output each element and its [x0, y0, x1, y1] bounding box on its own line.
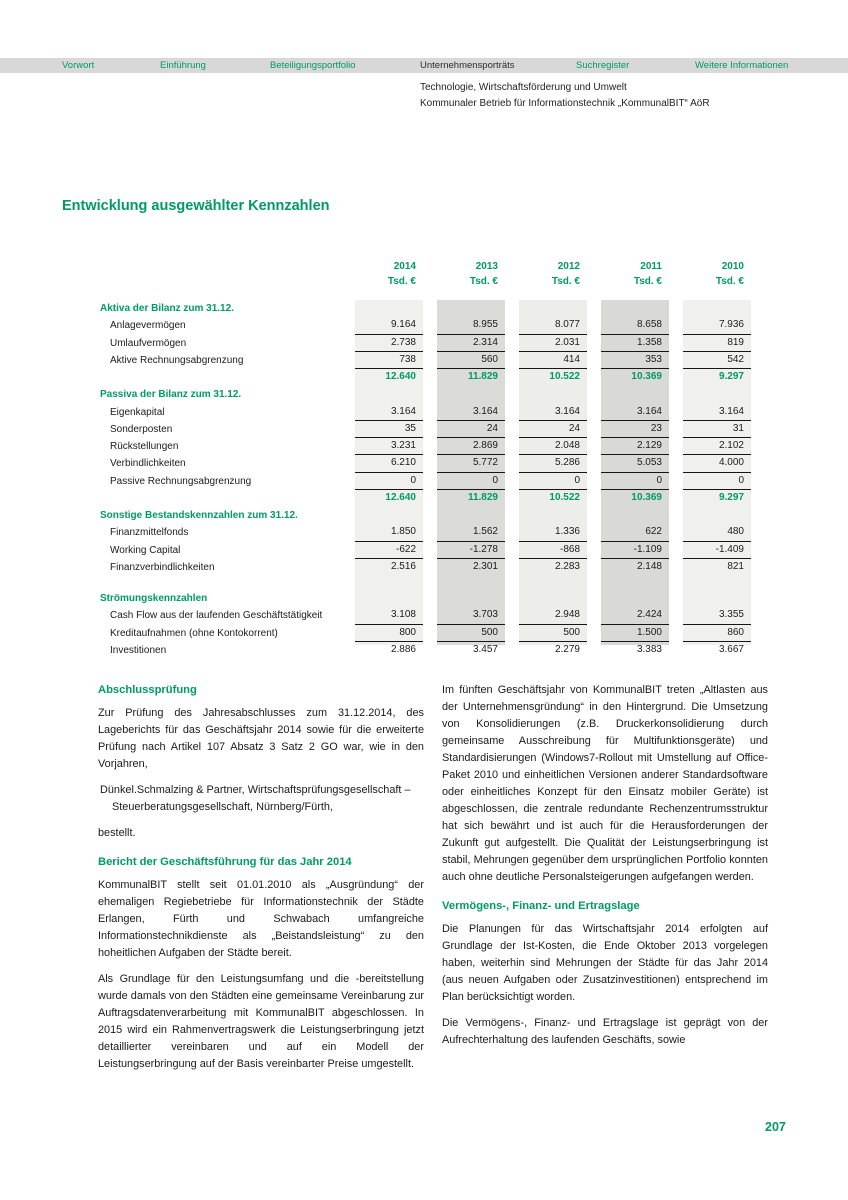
value-cell: 2.279	[554, 643, 580, 655]
value-cell: 1.336	[519, 524, 587, 541]
value-cell: 10.522	[549, 491, 580, 503]
value-cell: 821	[727, 560, 744, 572]
value-cell: 2.424	[601, 607, 669, 624]
nav-item-unternehmensportraets[interactable]: Unternehmensporträts	[420, 60, 515, 71]
table-row	[100, 642, 762, 659]
year-label: 2013	[475, 261, 498, 272]
value-cell: 3.164	[437, 404, 505, 421]
value-cell: 500	[437, 625, 505, 642]
table-row	[100, 524, 762, 541]
value-cell: 9.164	[355, 317, 423, 334]
page-number: 207	[765, 1120, 786, 1134]
value-cell: 2.283	[554, 560, 580, 572]
row-label: Eigenkapital	[110, 406, 165, 418]
row-label: Rückstellungen	[110, 441, 179, 452]
paragraph: KommunalBIT stellt seit 01.01.2010 als „Ausgründung“ der ehemaligen Regiebetriebe für Informationstechnik der Städte Erlangen, Fürth und Schwabach umfangreiche Informationstechnikdienste als „Beistandsleistung“ zu den hoheitlichen Aufgaben der Städte bereit.	[98, 879, 424, 959]
row-label: Finanzverbindlichkeiten	[110, 561, 215, 573]
row-label: Finanzmittelfonds	[110, 527, 189, 539]
unit-label: Tsd. €	[715, 276, 744, 287]
value-cell: 414	[519, 352, 587, 369]
year-label: 2010	[721, 261, 744, 272]
nav-item-suchregister[interactable]: Suchregister	[576, 60, 630, 71]
value-cell: 2.948	[519, 607, 587, 624]
page-title: Entwicklung ausgewählter Kennzahlen	[62, 198, 330, 214]
table-row	[100, 590, 762, 607]
value-cell: 8.077	[519, 317, 587, 334]
table-row	[100, 576, 762, 590]
year-header	[519, 260, 587, 300]
value-cell: 3.164	[355, 404, 423, 421]
row-label: Sonstige Bestandskennzahlen zum 31.12.	[100, 510, 298, 521]
year-header	[601, 260, 669, 300]
table-row	[100, 421, 762, 438]
value-cell: 2.869	[437, 438, 505, 455]
table-row	[100, 369, 762, 386]
value-cell: 7.936	[683, 317, 751, 334]
paragraph: Dünkel.Schmalzing & Partner, Wirtschaftsprüfungsgesellschaft – Steuerberatungsgesellschaft, Nürnberg/Fürth,	[100, 784, 411, 813]
value-cell: 11.829	[467, 491, 498, 503]
year-header	[437, 260, 505, 300]
table-row	[100, 607, 762, 624]
year-label: 2011	[640, 261, 662, 272]
year-label: 2014	[393, 261, 416, 272]
year-header	[683, 260, 751, 300]
table-rows	[100, 300, 762, 659]
table-row	[100, 438, 762, 455]
value-cell: 3.231	[355, 438, 423, 455]
row-label: Sonderposten	[110, 423, 173, 435]
table-row	[100, 335, 762, 352]
value-cell: 2.738	[355, 335, 423, 352]
value-cell: 23	[601, 421, 669, 438]
row-label: Aktiva der Bilanz zum 31.12.	[100, 303, 234, 314]
value-cell: 24	[519, 421, 587, 438]
value-cell: 3.164	[683, 404, 751, 421]
unit-label: Tsd. €	[633, 276, 662, 287]
table-row	[100, 300, 762, 317]
value-cell: 560	[437, 352, 505, 369]
row-label: Passive Rechnungsabgrenzung	[110, 475, 252, 487]
year-label: 2012	[557, 261, 580, 272]
value-cell: 2.031	[519, 335, 587, 352]
row-label: Cash Flow aus der laufenden Geschäftstätigkeit	[110, 610, 323, 622]
breadcrumb-category: Technologie, Wirtschaftsförderung und Umwelt	[420, 82, 627, 93]
table-row	[100, 507, 762, 524]
value-cell: 8.955	[437, 317, 505, 334]
table-row	[100, 490, 762, 507]
value-cell: 10.522	[549, 371, 580, 382]
right-column	[442, 682, 768, 1058]
value-cell: -868	[519, 542, 587, 559]
paragraph: Die Planungen für das Wirtschaftsjahr 2014 erfolgten auf Grundlage der Ist-Kosten, die Ende Oktober 2013 vorgelegen haben, weiterhin sind Mehrungen der Städte für das Jahr 2014 (aus neuen Aufgaben oder Zusatzinvestitionen) entsprechend im Plan berücksichtigt worden.	[442, 923, 768, 1003]
value-cell: 24	[437, 421, 505, 438]
table-row	[100, 404, 762, 421]
nav-item-beteiligungsportfolio[interactable]: Beteiligungsportfolio	[270, 60, 356, 71]
value-cell: 500	[519, 625, 587, 642]
value-cell: 2.129	[601, 438, 669, 455]
value-cell: 622	[601, 524, 669, 541]
row-label: Kreditaufnahmen (ohne Kontokorrent)	[110, 627, 278, 639]
value-cell: 0	[683, 473, 751, 490]
table-row	[100, 352, 762, 369]
row-label: Investitionen	[110, 644, 167, 656]
paragraph: Die Vermögens-, Finanz- und Ertragslage ist geprägt von der Aufrechterhaltung des laufenden Geschäfts, sowie	[442, 1017, 768, 1046]
nav-item-vorwort[interactable]: Vorwort	[62, 60, 95, 71]
value-cell: 2.301	[472, 560, 498, 572]
table-row	[100, 542, 762, 559]
value-cell: 2.516	[390, 560, 416, 572]
value-cell: 4.000	[683, 455, 751, 472]
value-cell: 31	[683, 421, 751, 438]
paragraph: Als Grundlage für den Leistungsumfang und die -bereitstellung wurde damals von den Städten eine gemeinsame Vereinbarung zur Auftragsdatenverarbeitung mit KommunalBIT abgeschlossen. In 2015 wird ein Rahmenvertragswerk die Leistungserbringung jetzt detaillierter vereinbaren und auf ein Modell der Leistungserbringung auf der Basis vereinbarter Preise umgestellt.	[98, 973, 424, 1070]
table-row	[100, 317, 762, 334]
table-row	[100, 559, 762, 576]
value-cell: 11.829	[467, 371, 498, 382]
value-cell: -1.278	[437, 542, 505, 559]
nav-item-einfuehrung[interactable]: Einführung	[160, 60, 206, 71]
row-label: Anlagevermögen	[110, 320, 186, 332]
value-cell: 353	[601, 352, 669, 369]
value-cell: 542	[683, 352, 751, 369]
value-cell: 3.355	[683, 607, 751, 624]
year-header	[355, 260, 423, 300]
row-label: Aktive Rechnungsabgrenzung	[110, 354, 244, 366]
value-cell: 0	[355, 473, 423, 490]
value-cell: -1.109	[601, 542, 669, 559]
unit-label: Tsd. €	[551, 276, 580, 287]
table-row	[100, 625, 762, 642]
value-cell: 10.369	[631, 491, 662, 503]
value-cell: 3.164	[601, 404, 669, 421]
value-cell: 12.640	[385, 371, 416, 382]
row-label	[100, 490, 355, 507]
top-nav-band	[0, 58, 848, 73]
table-row	[100, 386, 762, 403]
value-cell: 3.457	[472, 643, 498, 655]
value-cell: 2.314	[437, 335, 505, 352]
value-cell: 5.772	[437, 455, 505, 472]
value-cell: 2.102	[683, 438, 751, 455]
section-heading: Abschlussprüfung	[98, 684, 197, 696]
kennzahlen-table	[100, 257, 762, 656]
value-cell: 9.297	[718, 491, 744, 503]
unit-label: Tsd. €	[387, 276, 416, 287]
value-cell: 0	[519, 473, 587, 490]
value-cell: 3.703	[437, 607, 505, 624]
value-cell: 5.053	[601, 455, 669, 472]
value-cell: 480	[683, 524, 751, 541]
value-cell: 2.148	[636, 560, 662, 572]
value-cell: 12.640	[385, 491, 416, 503]
value-cell: 2.886	[390, 643, 416, 655]
value-cell: 9.297	[718, 371, 744, 382]
nav-item-weitere-informationen[interactable]: Weitere Informationen	[695, 60, 789, 71]
value-cell: 0	[437, 473, 505, 490]
value-cell: 5.286	[519, 455, 587, 472]
value-cell: 3.164	[519, 404, 587, 421]
value-cell: 819	[683, 335, 751, 352]
breadcrumb-company: Kommunaler Betrieb für Informationstechnik „KommunalBIT“ AöR	[420, 98, 710, 109]
value-cell: 1.358	[601, 335, 669, 352]
value-cell: -622	[355, 542, 423, 559]
value-cell: 35	[355, 421, 423, 438]
value-cell: 3.108	[355, 607, 423, 624]
table-row	[100, 473, 762, 490]
unit-label: Tsd. €	[469, 276, 498, 287]
row-label	[100, 369, 355, 386]
paragraph: Zur Prüfung des Jahresabschlusses zum 31.12.2014, des Lageberichts für das Geschäftsjahr 2014 sowie für die erweiterte Prüfung nach Artikel 107 Absatz 3 Satz 2 GO war, wie in den Vorjahren,	[98, 707, 424, 770]
row-label: Umlaufvermögen	[110, 337, 187, 349]
value-cell: 1.562	[437, 524, 505, 541]
value-cell: 3.383	[636, 643, 662, 655]
value-cell: 8.658	[601, 317, 669, 334]
section-heading: Vermögens-, Finanz- und Ertragslage	[442, 900, 640, 912]
row-label: Passiva der Bilanz zum 31.12.	[100, 389, 242, 401]
table-year-headers	[355, 257, 762, 300]
value-cell: 6.210	[355, 455, 423, 472]
breadcrumb	[420, 80, 710, 112]
left-column	[98, 682, 424, 1082]
table-row	[100, 455, 762, 472]
row-label: Working Capital	[110, 544, 181, 556]
value-cell: 10.369	[631, 371, 662, 382]
value-cell: 2.048	[519, 438, 587, 455]
value-cell: 1.500	[601, 625, 669, 642]
section-heading: Bericht der Geschäftsführung für das Jahr 2014	[98, 856, 352, 868]
paragraph: Im fünften Geschäftsjahr von KommunalBIT treten „Altlasten aus der Unternehmensgründung“ in den Hintergrund. Die Umsetzung von Konsolidierungen (z.B. Druckerkonsolidierung durch gemeinsame Ausschreibung für Multifunktionsgeräte) und Standardisierungen (Windows7-Rollout mit Umstellung auf Office-Paket 2010 und einheitlichen Versionen anderer Standardsoftware oder einheitliches Konzept für den Einsatz mobiler Geräte) ist abgeschlossen, die zentrale redundante Rechenzentrumsstruktur hat sich bewährt und ist auch für die Herausforderungen der Zukunft gut aufgestellt. Die Qualität der Leistungserbringung ist stabil, Mehrungen gegenüber dem ursprünglichen Portfolio konnten auch ohne deutliche Personalsteigerungen aufgefangen werden.	[442, 684, 768, 883]
value-cell: -1.409	[683, 542, 751, 559]
paragraph: bestellt.	[98, 827, 136, 839]
value-cell: 3.667	[718, 643, 744, 655]
value-cell: 1.850	[355, 524, 423, 541]
value-cell: 0	[601, 473, 669, 490]
value-cell: 800	[355, 625, 423, 642]
row-label: Verbindlichkeiten	[110, 458, 186, 470]
row-label: Strömungskennzahlen	[100, 593, 208, 604]
value-cell: 860	[683, 625, 751, 642]
value-cell: 738	[355, 352, 423, 369]
